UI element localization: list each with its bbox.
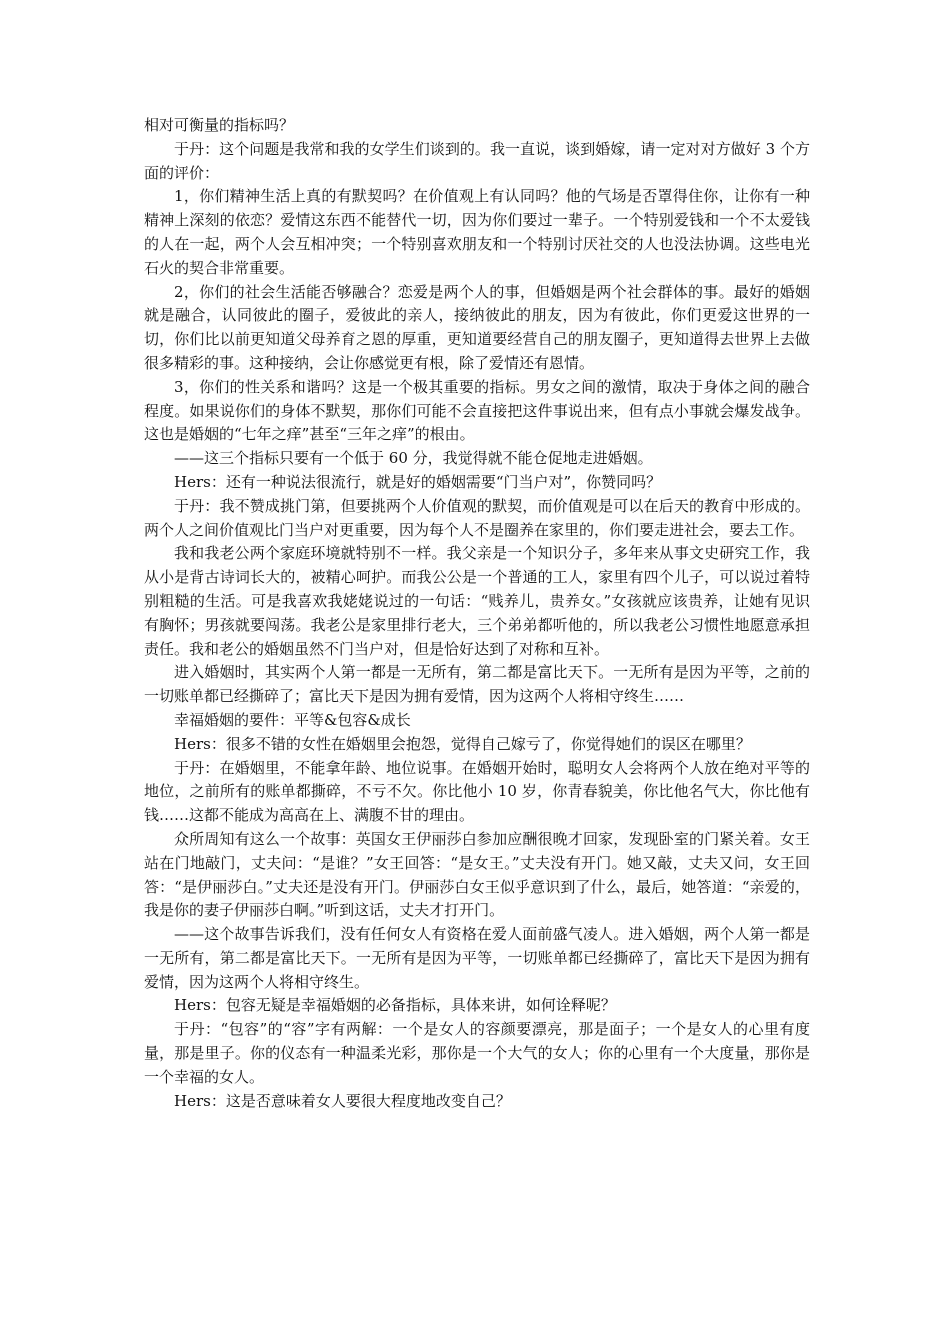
paragraph-family-story: 我和我老公两个家庭环境就特别不一样。我父亲是一个知识分子，多年来从事文史研究工作，我从小是背古诗词长大的，被精心呵护。而我公公是一个普通的工人，家里有四个儿子，可以说过着特别粗糙的生活。可是我喜欢我姥姥说过的一句话：“贱养儿，贵养女。”女孩就应该贵养，让她有见识有胸怀；男孩就要闯荡。我老公是家里排行老大，三个弟弟都听他的，所以我老公习惯性地愿意承担责任。我和老公的婚姻虽然不门当户对，但是恰好达到了对称和互补。: [144, 544, 810, 658]
paragraph-conclusion-60: ——这三个指标只要有一个低于 60 分，我觉得就不能仓促地走进婚姻。: [174, 449, 653, 468]
paragraph-question-change: Hers：这是否意味着女人要很大程度地改变自己？: [174, 1091, 511, 1110]
paragraph-criterion-2: 2，你们的社会生活能否够融合？恋爱是两个人的事，但婚姻是两个社会群体的事。最好的婚姻就是融合，认同彼此的圈子，爱彼此的亲人，接纳彼此的朋友，因为有彼此，你们更爱这世界的一切，你们比以前更知道父母养育之恩的厚重，更知道要经营自己的朋友圈子，更知道得去世界上去做很多精彩的事。这种接纳，会让你感觉更有根，除了爱情还有恩情。: [144, 282, 810, 372]
document-page: [144, 114, 810, 1113]
paragraph-question-complaint: Hers：很多不错的女性在婚姻里会抱怨，觉得自己嫁亏了，你觉得她们的误区在哪里？: [174, 734, 751, 753]
paragraph-answer-tolerance: 于丹：“包容”的“容”字有两解：一个是女人的容颜要漂亮，那是面子；一个是女人的心里有度量，那是里子。你的仪态有一种温柔光彩，那你是一个大气的女人；你的心里有一个大度量，那你是一个幸福的女人。: [144, 1020, 810, 1086]
paragraph-queen-story: 众所周知有这么一个故事：英国女王伊丽莎白参加应酬很晚才回家，发现卧室的门紧关着。女王站在门地敲门，丈夫问：“是谁？”女王回答：“是女王。”丈夫没有开门。她又敲，丈夫又问，女王回答：“是伊丽莎白。”丈夫还是没有开门。伊丽莎白女王似乎意识到了什么，最后，她答道：“亲爱的，我是你的妻子伊丽莎白啊。”听到这话，丈夫才打开门。: [144, 829, 810, 920]
paragraph-answer-values: 于丹：我不赞成挑门第，但要挑两个人价值观的默契，而价值观是可以在后天的教育中形成的。两个人之间价值观比门当户对更重要，因为每个人不是圈养在家里的，你们要走进社会，要去工作。: [144, 496, 810, 539]
paragraph-answer-intro: 于丹：这个问题是我常和我的女学生们谈到的。我一直说，谈到婚嫁，请一定对对方做好 3 个方面的评价：: [144, 139, 810, 182]
paragraph-criterion-1: 1，你们精神生活上真的有默契吗？在价值观上有认同吗？他的气场是否罩得住你，让你有一种精神上深刻的依恋？爱情这东西不能替代一切，因为你们要过一辈子。一个特别爱钱和一个不太爱钱的人在一起，两个人会互相冲突；一个特别喜欢朋友和一个特别讨厌社交的人也没法协调。这些电光石火的契合非常重要。: [144, 187, 810, 277]
paragraph-question-match: Hers：还有一种说法很流行，就是好的婚姻需要“门当户对”，你赞同吗？: [174, 472, 662, 491]
paragraph-entering-marriage: 进入婚姻时，其实两个人第一都是一无所有，第二都是富比天下。一无所有是因为平等，之前的一切账单都已经撕碎了；富比天下是因为拥有爱情，因为这两个人将相守终生……: [144, 663, 810, 706]
section-heading: 幸福婚姻的要件：平等&包容&成长: [174, 710, 411, 729]
paragraph-answer-equality: 于丹：在婚姻里，不能拿年龄、地位说事。在婚姻开始时，聪明女人会将两个人放在绝对平等的地位，之前所有的账单都撕碎，不亏不欠。你比他小 10 岁，你青春貌美，你比他名气大，你比他有钱……这都不能成为高高在上、满腹不甘的理由。: [144, 758, 810, 825]
paragraph-question-tolerance: Hers：包容无疑是幸福婚姻的必备指标，具体来讲，如何诠释呢？: [174, 996, 616, 1015]
paragraph-story-lesson: ——这个故事告诉我们，没有任何女人有资格在爱人面前盛气凌人。进入婚姻，两个人第一都是一无所有，第二都是富比天下。一无所有是因为平等，一切账单都已经撕碎了，富比天下是因为拥有爱情，因为这两个人将相守终生。: [144, 925, 810, 991]
paragraph-question-continuation: 相对可衡量的指标吗？: [144, 116, 295, 134]
paragraph-criterion-3: 3，你们的性关系和谐吗？这是一个极其重要的指标。男女之间的激情，取决于身体之间的融合程度。如果说你们的身体不默契，那你们可能不会直接把这件事说出来，但有点小事就会爆发战争。这也是婚姻的“七年之痒”甚至“三年之痒”的根由。: [144, 377, 810, 444]
